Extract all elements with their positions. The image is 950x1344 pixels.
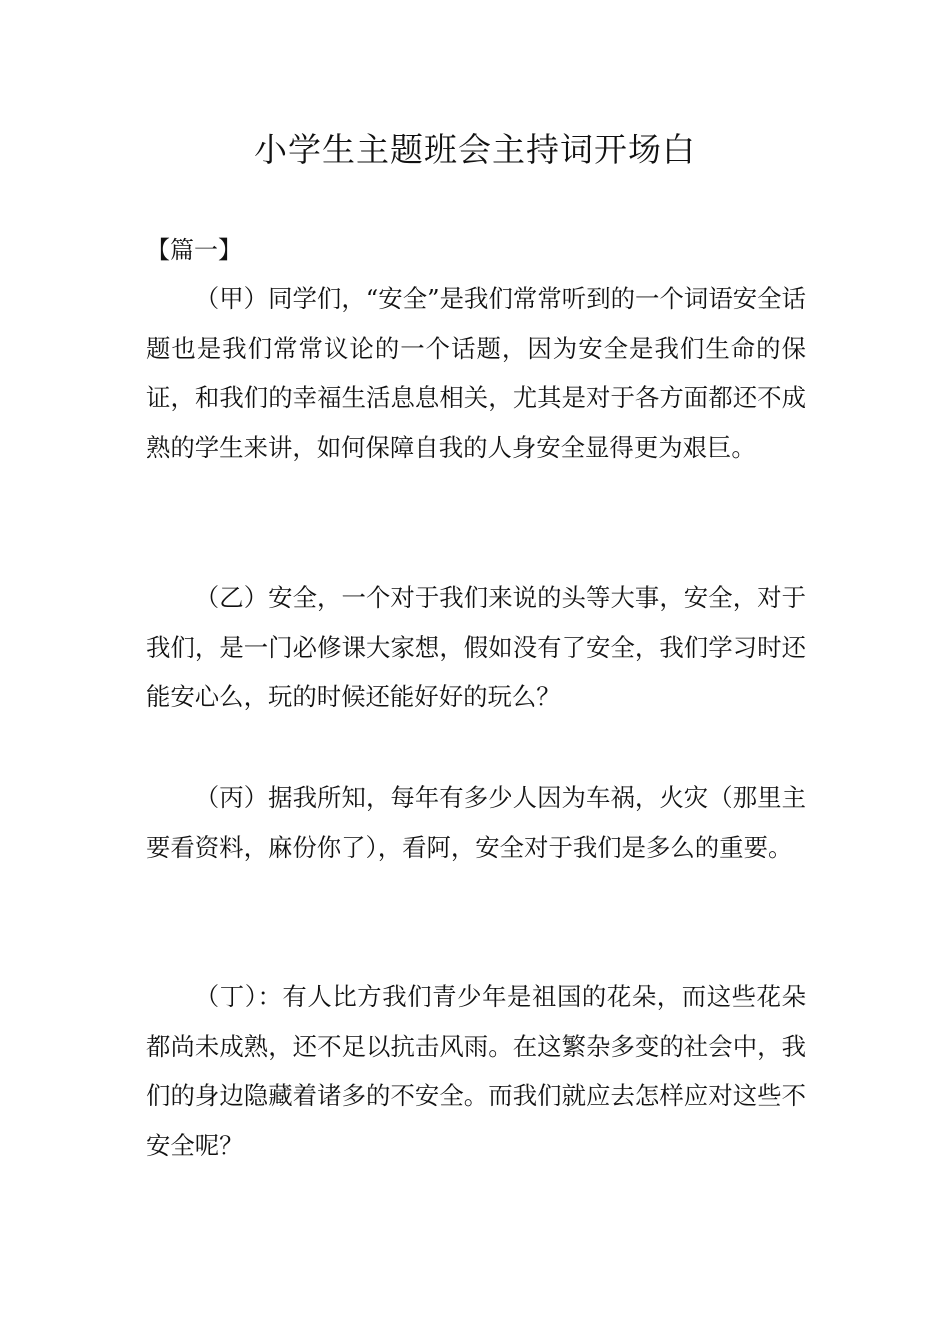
- paragraph-yi: （乙）安全，一个对于我们来说的头等大事，安全，对于我们，是一门必修课大家想，假如没有了安全，我们学习时还能安心么，玩的时候还能好好的玩么？: [146, 583, 806, 711]
- paragraph-ding: （丁）：有人比方我们青少年是祖国的花朵，而这些花朵都尚未成熟，还不足以抗击风雨。在这繁杂多变的社会中，我们的身边隐藏着诸多的不安全。而我们就应去怎样应对这些不安全呢？: [146, 982, 806, 1160]
- paragraph-bing: （丙）据我所知，每年有多少人因为车祸，火灾（那里主要看资料，麻份你了），看阿，安全对于我们是多么的重要。: [146, 783, 806, 862]
- paragraph-jia: （甲）同学们，“安全”是我们常常听到的一个词语安全话题也是我们常常议论的一个话题，因为安全是我们生命的保证，和我们的幸福生活息息相关，尤其是对于各方面都还不成熟的学生来讲，如何保障自我的人身安全显得更为艰巨。: [146, 284, 806, 462]
- section-label: 【篇一】: [146, 236, 242, 264]
- document-title: 小学生主题班会主持词开场白: [254, 130, 696, 169]
